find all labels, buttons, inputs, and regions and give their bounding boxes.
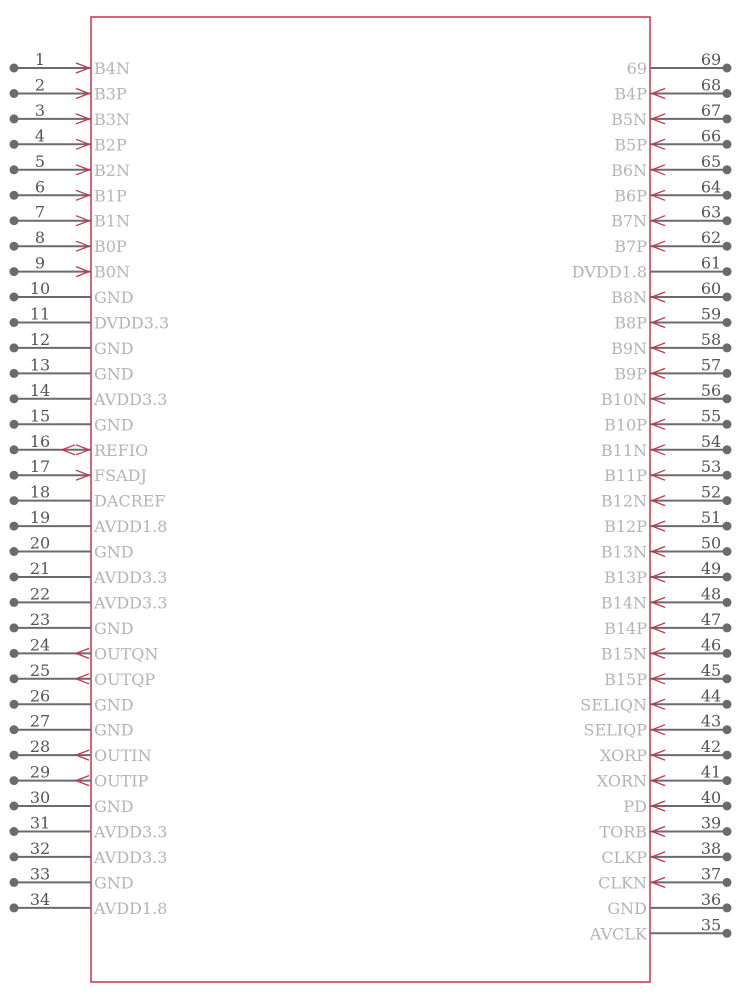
left-pin: [10, 279, 134, 307]
pin-label: B1P: [94, 186, 127, 206]
pin-label: B15P: [604, 669, 647, 689]
right-pin: [601, 584, 732, 612]
pin-number: 31: [29, 813, 51, 833]
pin-number: 23: [29, 609, 51, 629]
pin-number: 21: [29, 559, 51, 578]
right-pin: [600, 737, 732, 765]
pin-label: B6P: [614, 186, 647, 206]
right-pin: [614, 305, 731, 333]
pin-terminal: [10, 725, 19, 734]
pin-number: 53: [700, 457, 722, 477]
right-pin: [611, 101, 731, 129]
pin-terminal: [10, 216, 19, 225]
pin-terminal: [723, 369, 732, 378]
pin-terminal: [723, 420, 732, 429]
pin-number: 52: [700, 482, 722, 502]
left-pin: [10, 584, 168, 612]
right-pin: [597, 763, 732, 791]
pin-label: B7P: [614, 237, 647, 257]
pin-label: B1N: [94, 211, 130, 231]
left-pin: [10, 126, 127, 154]
left-pin: [10, 50, 130, 78]
pin-terminal: [10, 649, 19, 658]
pin-number: 25: [29, 660, 51, 680]
pin-number: 69: [700, 50, 722, 69]
left-pin: [10, 814, 168, 842]
right-pin: [614, 228, 731, 256]
pin-terminal: [723, 776, 732, 785]
pin-terminal: [723, 343, 732, 352]
pin-number: 66: [700, 126, 722, 146]
pin-label: AVDD3.3: [94, 568, 168, 587]
left-pin-column: [10, 50, 170, 918]
right-pin: [607, 890, 731, 918]
right-pin: [604, 559, 731, 587]
pin-terminal: [723, 394, 732, 403]
right-pin: [601, 635, 732, 663]
pin-label: B8N: [611, 288, 647, 307]
pin-label: B10P: [604, 415, 647, 435]
right-pin: [623, 788, 731, 816]
pin-number: 8: [34, 228, 46, 248]
pin-label: OUTQP: [94, 669, 156, 689]
pin-label: AVDD3.3: [94, 593, 168, 613]
pin-terminal: [10, 394, 19, 403]
pin-terminal: [10, 802, 19, 811]
pin-label: AVDD3.3: [94, 847, 168, 867]
pin-terminal: [10, 776, 19, 785]
pin-number: 47: [700, 609, 722, 629]
pin-terminal: [10, 318, 19, 327]
pin-number: 46: [700, 635, 722, 655]
pin-label: B2N: [94, 160, 130, 180]
pin-number: 35: [700, 915, 722, 935]
pin-label: B14P: [604, 618, 647, 638]
pin-label: B14N: [600, 593, 647, 613]
pin-label: GND: [94, 338, 134, 358]
pin-label: B5P: [614, 135, 647, 155]
pin-label: B10N: [600, 389, 647, 409]
pin-terminal: [10, 827, 19, 836]
pin-label: AVCLK: [589, 924, 647, 944]
pin-number: 57: [700, 355, 722, 375]
pin-terminal: [723, 573, 732, 582]
pin-number: 28: [29, 737, 51, 757]
left-pin: [10, 457, 147, 485]
pin-label: GND: [94, 618, 134, 638]
pin-label: B0P: [94, 237, 127, 257]
pin-label: GND: [94, 797, 134, 816]
right-pin: [614, 76, 731, 104]
pin-label: CLKN: [598, 873, 647, 893]
pin-label: DVDD3.3: [94, 313, 170, 333]
pin-number: 11: [29, 304, 51, 324]
pin-terminal: [723, 191, 732, 200]
pin-number: 44: [700, 686, 722, 706]
left-pin: [10, 864, 134, 892]
pin-terminal: [723, 64, 732, 73]
pin-label: B12P: [604, 517, 647, 537]
pin-label: SELIQP: [583, 720, 647, 740]
right-pin: [611, 330, 731, 358]
pin-terminal: [723, 903, 732, 912]
pin-terminal: [10, 64, 19, 73]
right-pin: [598, 864, 731, 892]
pin-label: B5N: [611, 109, 647, 129]
pin-label: AVDD3.3: [94, 389, 168, 409]
pin-label: OUTQN: [94, 644, 159, 664]
pin-terminal: [10, 140, 19, 149]
left-pin: [10, 406, 134, 434]
right-pin: [572, 254, 732, 282]
pin-terminal: [723, 649, 732, 658]
pin-number: 13: [29, 355, 51, 375]
pin-label: AVDD1.8: [94, 517, 168, 537]
pin-number: 12: [29, 329, 51, 349]
right-pin: [604, 508, 731, 536]
pin-terminal: [723, 445, 732, 454]
pin-number: 1: [34, 50, 46, 69]
pin-terminal: [10, 420, 19, 429]
pin-number: 54: [700, 431, 722, 451]
pin-terminal: [10, 343, 19, 352]
pin-number: 50: [700, 533, 722, 553]
pin-label: DACREF: [94, 491, 166, 511]
pin-number: 14: [29, 380, 51, 400]
left-pin: [10, 839, 168, 867]
right-pin: [584, 712, 732, 740]
right-pin: [614, 355, 731, 383]
pin-label: B4P: [614, 84, 647, 104]
pin-number: 26: [29, 686, 51, 706]
pin-terminal: [10, 852, 19, 861]
left-pin: [10, 788, 134, 816]
pin-number: 64: [700, 177, 722, 197]
pin-number: 3: [34, 100, 46, 120]
pin-label: B2P: [94, 135, 127, 155]
left-pin: [10, 203, 130, 231]
pin-terminal: [10, 674, 19, 683]
pin-terminal: [723, 852, 732, 861]
pin-terminal: [723, 471, 732, 480]
pin-number: 29: [29, 762, 51, 782]
pin-number: 62: [700, 228, 722, 248]
pin-label: GND: [94, 364, 134, 384]
pin-label: AVDD1.8: [94, 898, 168, 918]
pin-label: GND: [94, 415, 134, 435]
left-pin: [10, 152, 130, 180]
right-pin: [580, 686, 731, 714]
pin-terminal: [723, 598, 732, 607]
pin-number: 59: [700, 304, 722, 324]
right-pin: [601, 534, 732, 562]
pin-label: B4N: [94, 59, 130, 78]
left-pin: [10, 432, 149, 460]
pin-terminal: [10, 751, 19, 760]
pin-terminal: [723, 725, 732, 734]
pin-terminal: [723, 242, 732, 251]
right-pin: [601, 432, 732, 460]
pin-terminal: [10, 496, 19, 505]
pin-terminal: [723, 751, 732, 760]
pin-number: 55: [700, 406, 722, 426]
pin-number: 22: [29, 584, 51, 604]
right-pin: [604, 661, 731, 689]
pin-label: GND: [607, 898, 647, 918]
pin-number: 34: [29, 889, 51, 909]
right-pin: [604, 610, 731, 638]
pin-label: B11P: [604, 466, 647, 486]
pin-terminal: [723, 522, 732, 531]
pin-number: 30: [29, 788, 51, 807]
pin-label: AVDD3.3: [94, 822, 168, 842]
pin-label: B3P: [94, 84, 127, 104]
pin-label: XORN: [596, 771, 647, 791]
pin-terminal: [723, 140, 732, 149]
pin-number: 36: [700, 889, 722, 909]
pin-label: GND: [94, 720, 134, 740]
pin-terminal: [10, 598, 19, 607]
pin-terminal: [10, 522, 19, 531]
pin-terminal: [10, 471, 19, 480]
left-pin: [10, 635, 159, 663]
right-pin: [589, 915, 732, 943]
pin-number: 48: [700, 584, 722, 604]
pin-label: B3N: [94, 109, 130, 129]
pin-number: 18: [29, 482, 51, 502]
pin-terminal: [10, 165, 19, 174]
pin-number: 2: [34, 75, 46, 95]
pin-number: 7: [34, 202, 46, 222]
pin-number: 42: [700, 737, 722, 757]
pin-terminal: [10, 623, 19, 632]
pin-number: 61: [700, 253, 722, 273]
right-pin: [611, 279, 731, 307]
pin-terminal: [10, 293, 19, 302]
pin-number: 58: [700, 329, 722, 349]
left-pin: [10, 254, 130, 282]
pin-label: GND: [94, 542, 134, 562]
pin-label: B8P: [614, 313, 647, 333]
left-pin: [10, 763, 149, 791]
pin-label: TORB: [599, 822, 647, 842]
left-pin: [10, 559, 168, 587]
pin-terminal: [10, 369, 19, 378]
pin-terminal: [723, 89, 732, 98]
pin-label: B15N: [600, 644, 647, 664]
pin-terminal: [723, 547, 732, 556]
pin-terminal: [723, 496, 732, 505]
pin-number: 20: [29, 533, 51, 553]
pin-label: GND: [94, 695, 134, 715]
pin-terminal: [723, 878, 732, 887]
pin-terminal: [10, 700, 19, 709]
pin-label: SELIQN: [580, 695, 647, 715]
pin-terminal: [10, 573, 19, 582]
pin-number: 5: [34, 151, 46, 171]
pin-label: B7N: [611, 211, 647, 231]
left-pin: [10, 890, 168, 918]
pin-label: B11N: [600, 440, 647, 460]
pin-label: OUTIP: [94, 771, 149, 791]
left-pin: [10, 177, 127, 205]
left-pin: [10, 101, 130, 129]
right-pin: [611, 203, 731, 231]
right-pin: [611, 152, 731, 180]
left-pin: [10, 686, 134, 714]
pin-number: 60: [700, 279, 722, 298]
pin-label: B9P: [614, 364, 647, 384]
left-pin: [10, 330, 134, 358]
pin-terminal: [10, 903, 19, 912]
right-pin: [614, 126, 731, 154]
right-pin: [601, 381, 732, 409]
pin-label: B0N: [94, 262, 130, 282]
pin-label: GND: [94, 873, 134, 893]
pin-label: B12N: [600, 491, 647, 511]
pin-terminal: [10, 114, 19, 123]
pin-terminal: [723, 623, 732, 632]
left-pin: [10, 355, 134, 383]
pin-number: 6: [34, 177, 46, 197]
pin-label: B9N: [611, 338, 647, 358]
pin-number: 17: [29, 457, 51, 477]
pin-number: 65: [700, 151, 722, 171]
left-pin: [10, 712, 134, 740]
pin-terminal: [10, 547, 19, 556]
pin-terminal: [723, 827, 732, 836]
pin-number: 37: [700, 864, 722, 884]
pin-terminal: [723, 114, 732, 123]
pin-terminal: [723, 700, 732, 709]
pin-label: CLKP: [601, 847, 647, 867]
pin-number: 45: [700, 660, 722, 680]
left-pin: [10, 76, 127, 104]
pin-label: XORP: [599, 746, 647, 766]
pin-number: 63: [700, 202, 722, 222]
right-pin: [604, 457, 731, 485]
pin-terminal: [723, 165, 732, 174]
right-pin: [614, 177, 731, 205]
pin-label: FSADJ: [94, 466, 147, 486]
left-pin: [10, 534, 134, 562]
pin-terminal: [10, 191, 19, 200]
pin-label: REFIO: [94, 440, 149, 460]
pin-terminal: [10, 878, 19, 887]
pin-number: 32: [29, 838, 51, 858]
pin-number: 41: [700, 762, 722, 782]
pin-number: 15: [29, 406, 51, 426]
pin-number: 10: [29, 279, 51, 298]
pin-terminal: [10, 445, 19, 454]
pin-terminal: [10, 242, 19, 251]
pin-number: 4: [34, 126, 46, 146]
pin-number: 16: [29, 431, 51, 451]
pin-number: 40: [700, 788, 722, 807]
left-pin: [10, 483, 166, 511]
pin-terminal: [10, 267, 19, 276]
pin-number: 67: [700, 100, 722, 120]
left-pin: [10, 305, 170, 333]
left-pin: [10, 661, 156, 689]
left-pin: [10, 610, 134, 638]
pin-number: 43: [700, 711, 722, 731]
pin-terminal: [723, 216, 732, 225]
right-pin: [604, 406, 731, 434]
pin-terminal: [723, 674, 732, 683]
pin-number: 56: [700, 380, 722, 400]
right-pin: [601, 483, 732, 511]
pin-number: 33: [29, 864, 51, 884]
pin-number: 49: [700, 559, 722, 578]
pin-label: B13N: [600, 542, 647, 562]
pin-label: B13P: [604, 568, 647, 587]
pin-label: DVDD1.8: [571, 262, 647, 282]
component-body: [91, 17, 650, 982]
pin-number: 19: [29, 508, 51, 528]
pin-number: 68: [700, 75, 722, 95]
pin-terminal: [723, 267, 732, 276]
pin-label: OUTIN: [94, 746, 152, 766]
pin-terminal: [723, 929, 732, 938]
pin-number: 24: [29, 635, 51, 655]
pin-label: PD: [623, 797, 647, 816]
left-pin: [10, 381, 168, 409]
right-pin: [599, 814, 731, 842]
pin-number: 51: [700, 508, 722, 528]
left-pin: [10, 508, 168, 536]
pin-number: 27: [29, 711, 51, 731]
pin-terminal: [10, 89, 19, 98]
pin-label: 69: [626, 59, 647, 78]
pin-number: 39: [700, 813, 722, 833]
pin-number: 9: [34, 253, 46, 273]
right-pin: [627, 50, 732, 78]
left-pin: [10, 228, 127, 256]
right-pin-column: [572, 50, 732, 943]
pin-terminal: [723, 802, 732, 811]
pin-label: B6N: [611, 160, 647, 180]
left-pin: [10, 737, 152, 765]
right-pin: [601, 839, 731, 867]
pin-terminal: [723, 318, 732, 327]
pin-label: GND: [94, 288, 134, 307]
pin-terminal: [723, 293, 732, 302]
pin-number: 38: [700, 838, 722, 858]
